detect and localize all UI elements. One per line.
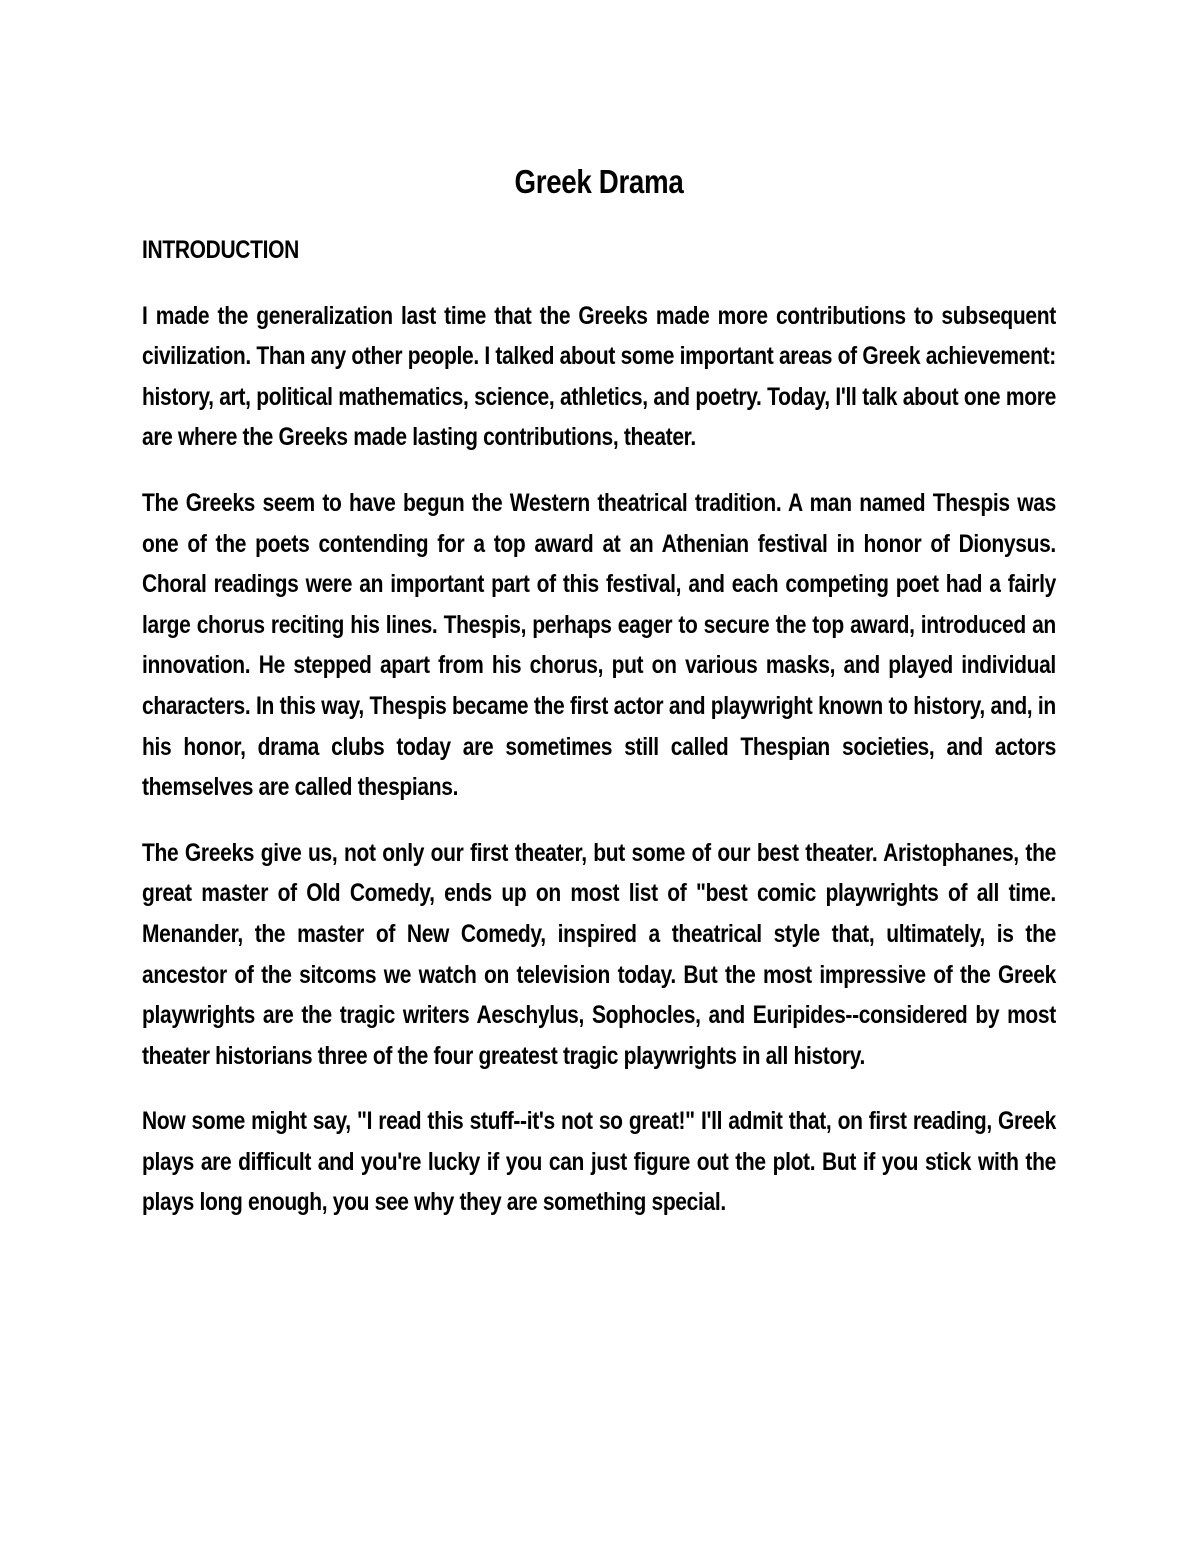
- paragraph-3: The Greeks give us, not only our first theater, but some of our best theater. Aristophanes, the great master of Old Comedy, ends up on most list of "best comic playwrights of all time. Menander, the master of New Comedy, inspired a theatrical style that, ultimately, is the ancestor of the sitcoms we watch on television today. But the most impressive of the Greek playwrights are the tragic writers Aeschylus, Sophocles, and Euripides--considered by most theater historians three of the four greatest tragic playwrights in all history.: [142, 838, 1056, 1070]
- paragraph-4: Now some might say, "I read this stuff--it's not so great!" I'll admit that, on first reading, Greek plays are difficult and you're lucky if you can just figure out the plot. But if you stick with the plays long enough, you see why they are something special.: [142, 1107, 1056, 1217]
- section-heading: INTRODUCTION: [142, 236, 299, 264]
- paragraph-2: The Greeks seem to have begun the Western theatrical tradition. A man named Thespis was one of the poets contending for a top award at an Athenian festival in honor of Dionysus. Choral readings were an important part of this festival, and each competing poet had a fairly large chorus reciting his lines. Thespis, perhaps eager to secure the top award, introduced an innovation. He stepped apart from his chorus, put on various masks, and played individual characters. In this way, Thespis became the first actor and playwright known to history, and, in his honor, drama clubs today are sometimes still called Thespian societies, and actors themselves are called thespians.: [142, 488, 1056, 802]
- document-title: Greek Drama: [514, 163, 684, 200]
- paragraph-1: I made the generalization last time that the Greeks made more contributions to subsequent civilization. Than any other people. I talked about some important areas of Greek achievement: history, art, political mathematics, science, athletics, and poetry. Today, I'll talk about one more are where the Greeks made lasting contributions, theater.: [142, 301, 1056, 452]
- document-page: [142, 158, 1056, 1223]
